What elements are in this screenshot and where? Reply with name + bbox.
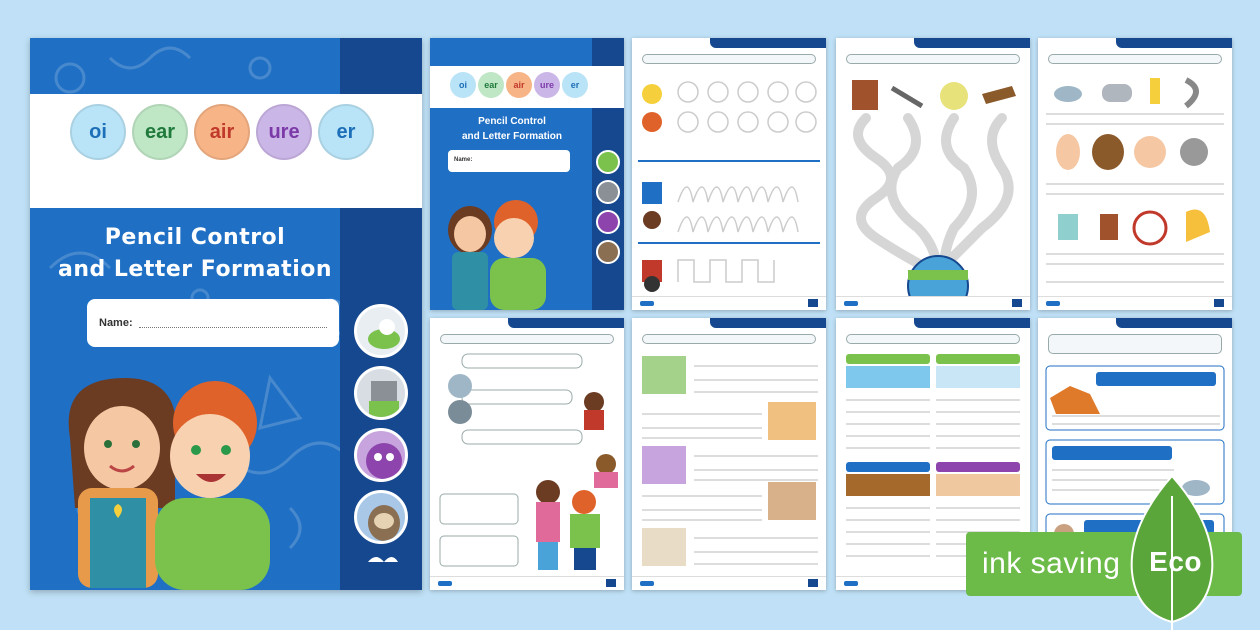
sound-bubble-er: er [318,104,374,160]
sound-bubble-ure: ure [256,104,312,160]
name-field [87,299,339,347]
mini-children-illustration [438,186,548,310]
sound-bubble-oi: oi [70,104,126,160]
publisher-logo-icon [366,550,400,568]
mini-title-line1: Pencil Control [478,116,546,127]
mini-title-line2: and Letter Formation [461,131,562,142]
sound-bubble-air: air [194,104,250,160]
mini-sound-oi: oi [450,72,476,98]
name-line [139,318,327,328]
worksheet-maze [836,38,1030,310]
sticker-sloth [354,490,408,544]
sticker-monster [354,428,408,482]
worksheet-word-grid [1038,38,1232,310]
mini-sound-air: air [506,72,532,98]
cover-title-line1: Pencil Control [104,225,286,250]
mini-name-label: Name: [454,157,473,163]
worksheet-sentences [632,318,826,590]
children-illustration [50,368,270,590]
workbook-cover [30,38,422,590]
ink-saving-label: ink saving [982,547,1121,580]
mini-sound-er: er [562,72,588,98]
name-label: Name: [99,317,133,329]
sticker-robot [354,366,408,420]
eco-label: Eco [1149,546,1202,577]
sound-bubbles [70,104,374,160]
mini-cover-page [430,38,624,310]
cover-title [40,222,350,286]
mini-sound-ear: ear [478,72,504,98]
worksheet-circles [632,38,826,310]
ink-saving-badge [966,532,1242,596]
sound-bubble-ear: ear [132,104,188,160]
sticker-oil [354,304,408,358]
cover-title-line2: and Letter Formation [57,257,333,282]
mini-name-field [448,150,570,172]
worksheet-speech-bubbles [430,318,624,590]
mini-sound-ure: ure [534,72,560,98]
